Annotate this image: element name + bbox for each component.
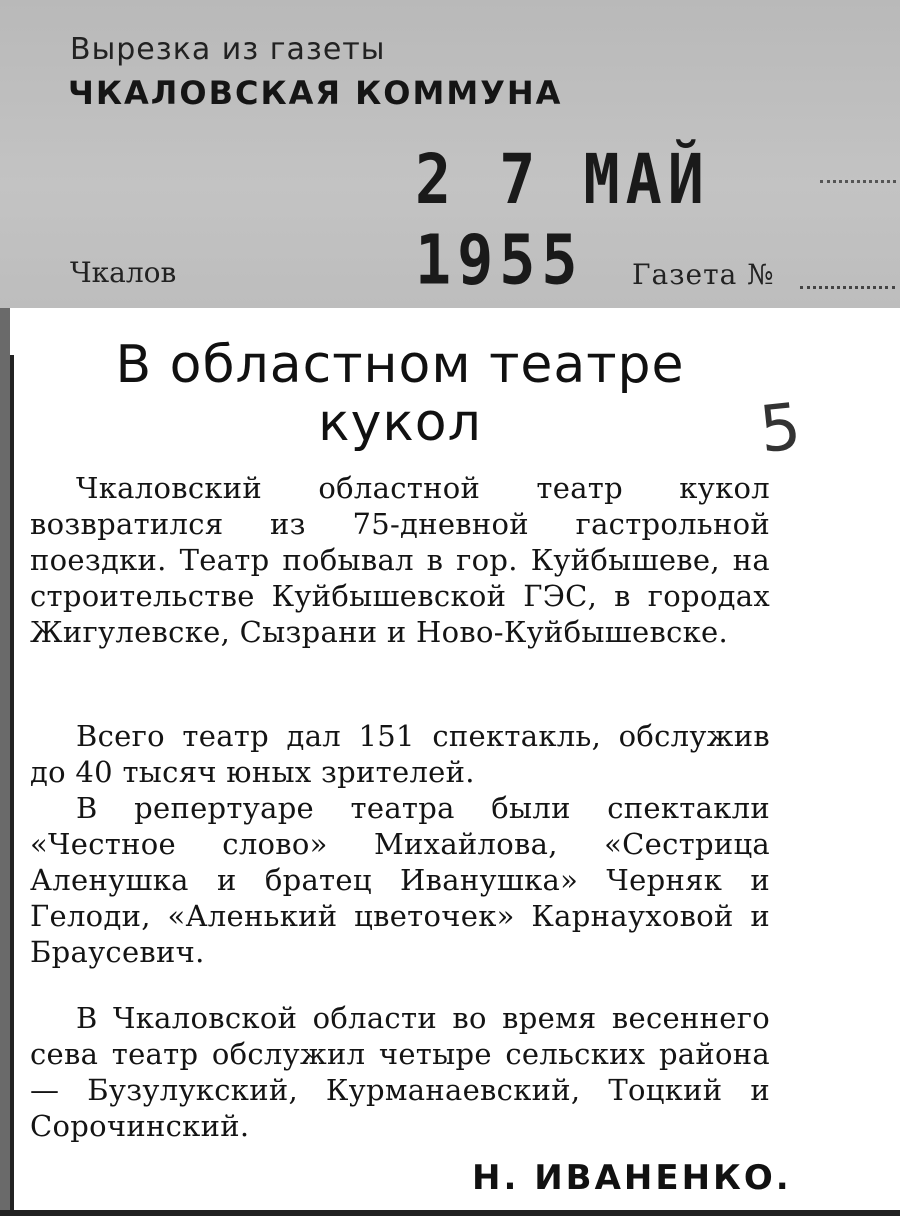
pencil-mark: 5 [756,390,805,468]
clipping-label: Вырезка из газеты [70,32,386,67]
paragraph-text: В репертуаре театра были спектакли «Честное слово» Михайлова, «Сестрица Аленушка и братец Иванушка» Черняк и Гелоди, «Аленький цветочек» Карнауховой и Браусевич. [30,791,770,969]
paper-number-dotted-line [800,286,895,289]
paragraph-text: Всего театр дал 151 спектакль, обслужив до 40 тысяч юных зрителей. [30,719,770,789]
city-label: Чкалов [70,256,177,289]
paper-number-label: Газета № [632,258,775,291]
newspaper-name: ЧКАЛОВСКАЯ КОММУНА [68,74,563,112]
clipping-header [0,0,900,308]
date-stamp: 2 7 МАЙ 1955 [415,139,710,301]
article-paragraph [30,1000,770,1144]
author-signature: Н. ИВАНЕНКО. [472,1158,792,1198]
article-left-rule [10,355,14,1210]
article-paragraph [30,470,770,650]
date-dotted-line [820,180,896,183]
paragraph-text: В Чкаловской области во время весеннего сева театр обслужил четыре сельских района — Бузулукский, Курманаевский, Тоцкий и Сорочинский. [30,1001,770,1143]
paper-edge [0,308,10,1216]
article-title: В областном театре кукол [115,335,685,453]
article-paragraph [30,790,770,970]
article-bottom-rule [0,1210,900,1216]
article-paragraph [30,718,770,790]
paragraph-text: Чкаловский областной театр кукол возвратился из 75-дневной гастрольной поездки. Театр побывал в гор. Куйбышеве, на строительстве Куйбышевской ГЭС, в городах Жигулевске, Сызрани и Ново-Куйбышевске. [30,471,770,649]
